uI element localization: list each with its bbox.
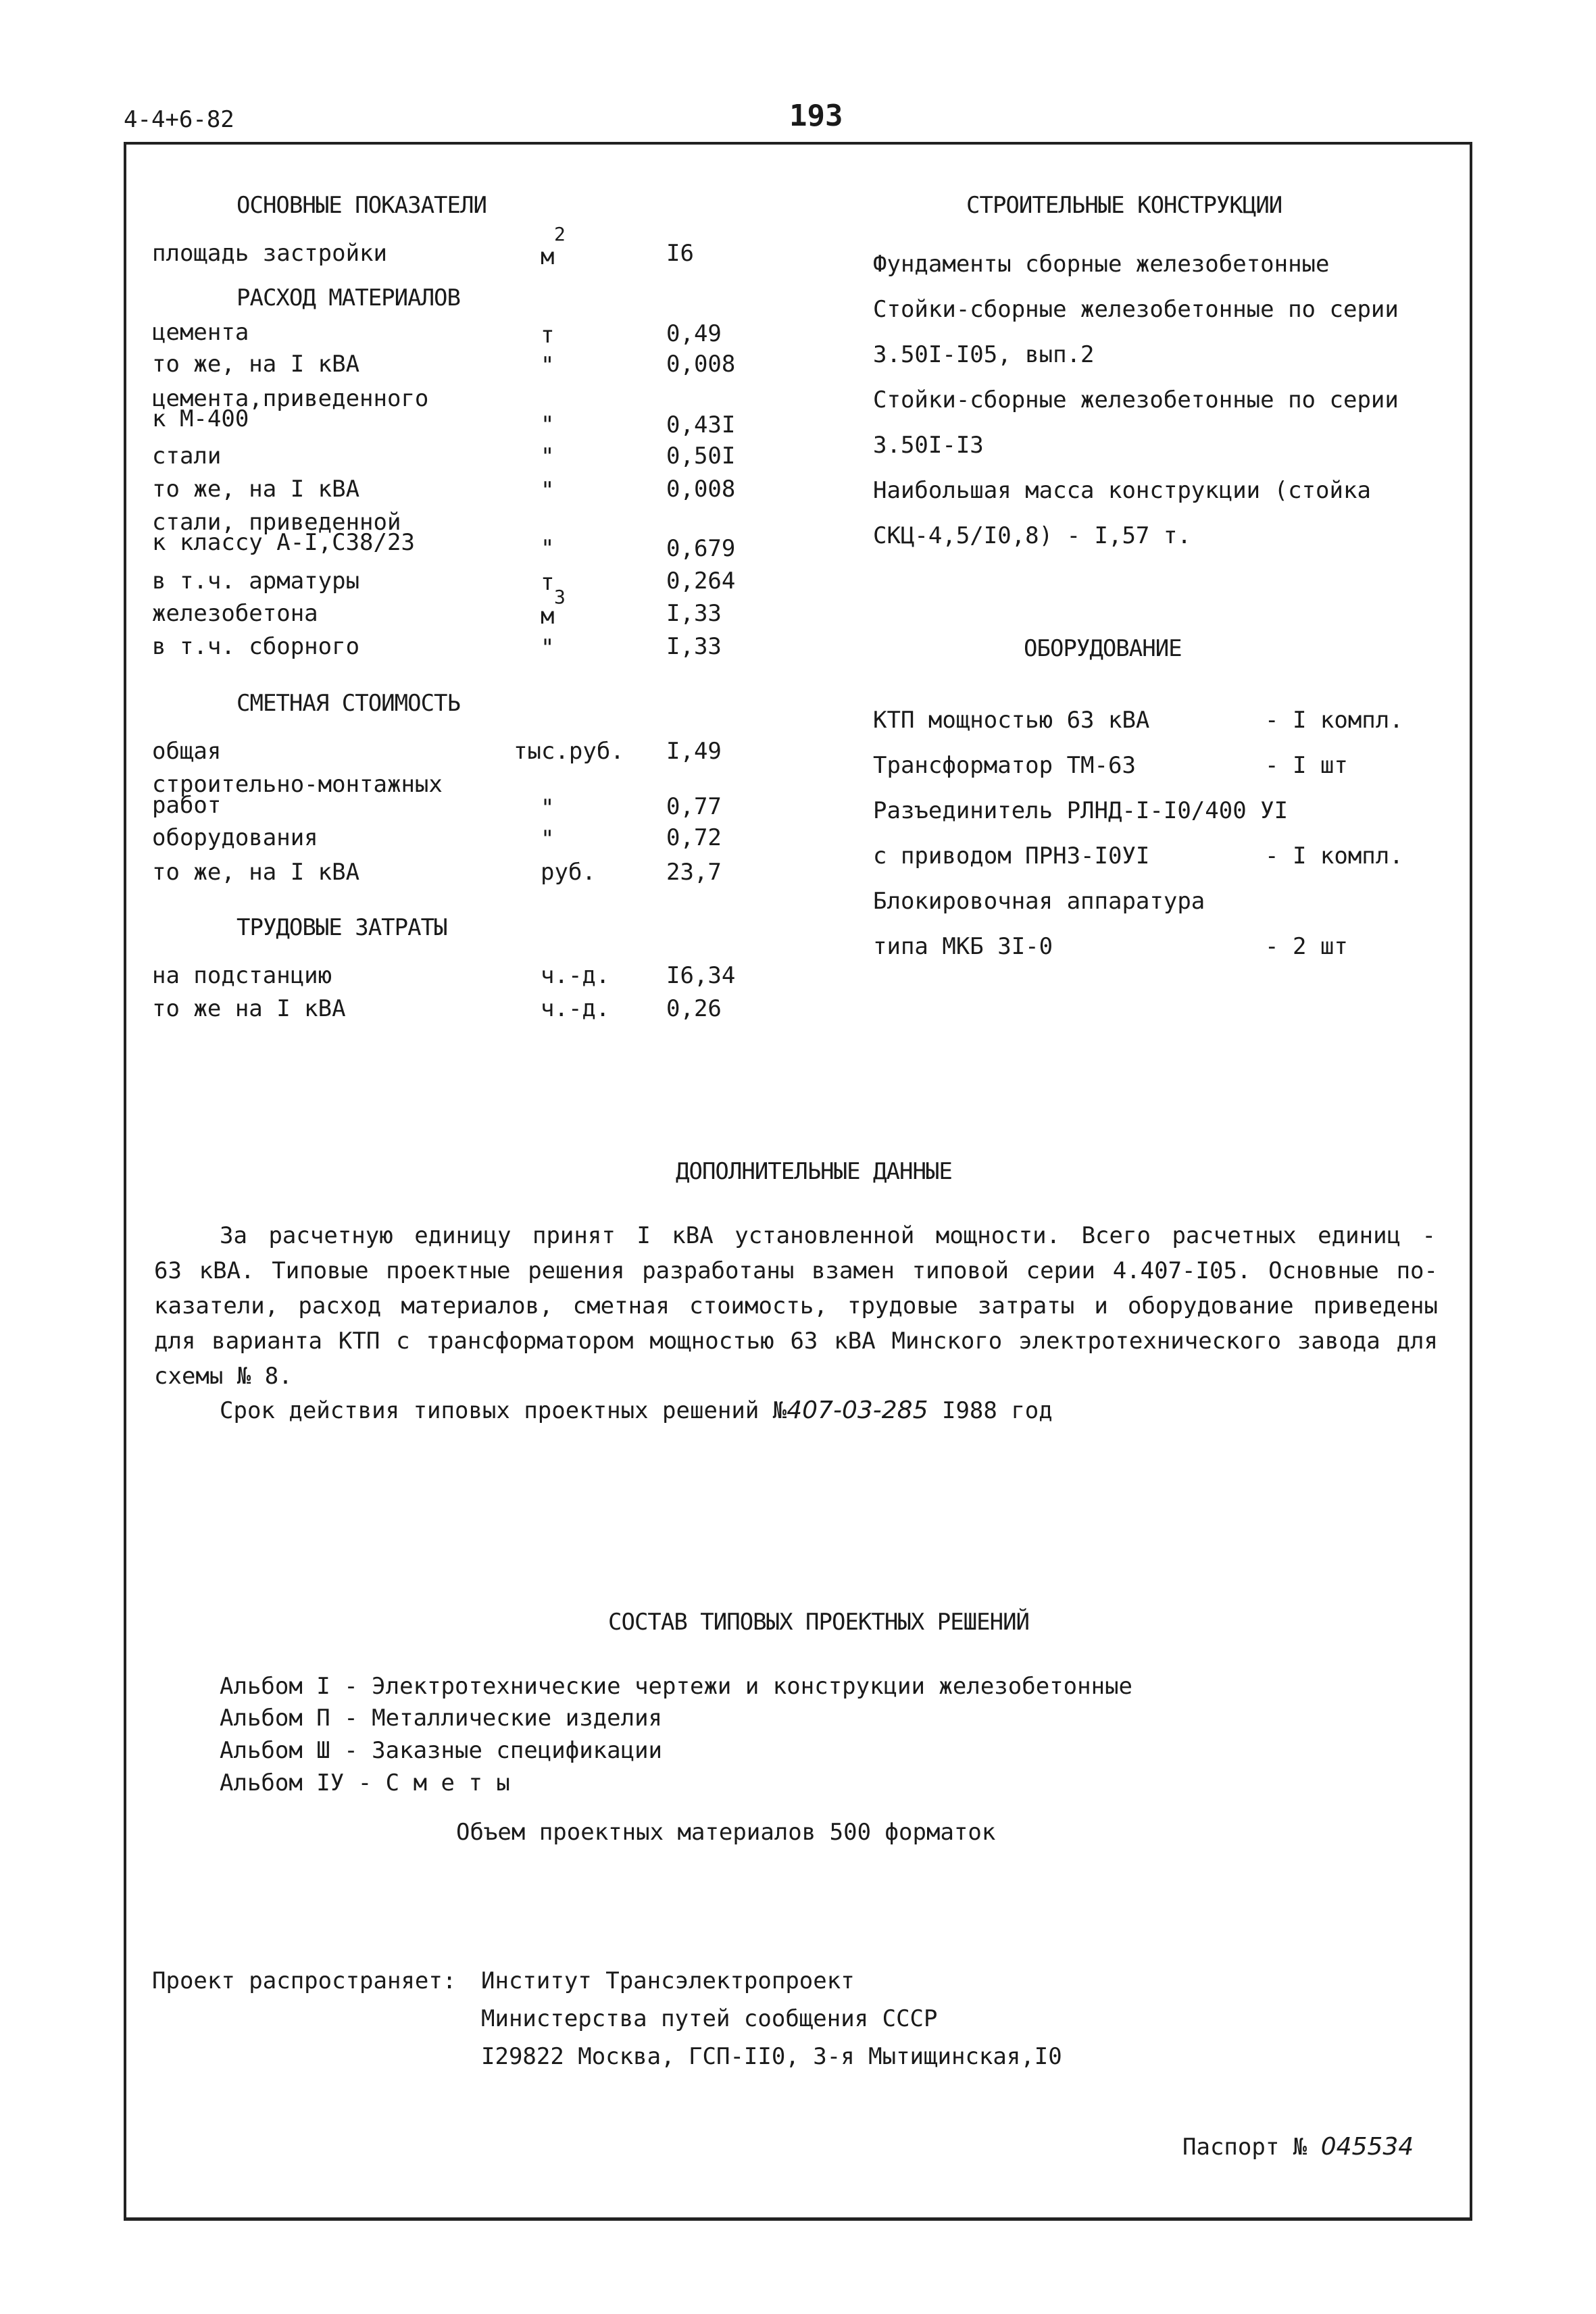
equip-name: Блокировочная аппаратура bbox=[873, 888, 1205, 915]
labor-value: I6,34 bbox=[666, 962, 736, 989]
constr-line: Стойки-сборные железобетонные по серии bbox=[873, 296, 1399, 323]
album-item: Альбом IУ - С м е т ы bbox=[220, 1769, 510, 1796]
material-unit: " bbox=[541, 443, 555, 470]
distributor-line: Министерства путей сообщения СССР bbox=[481, 2005, 938, 2032]
validity-number: 407-03-285 bbox=[787, 1397, 928, 1424]
material-unit: " bbox=[541, 634, 555, 661]
constructions-title: СТРОИТЕЛЬНЫЕ КОНСТРУКЦИИ bbox=[966, 192, 1282, 219]
labor-value: 0,26 bbox=[666, 995, 722, 1022]
material-label-line2: к классу А-I,С38/23 bbox=[152, 529, 415, 556]
material-value: 0,679 bbox=[666, 535, 736, 562]
material-label: стали, приведенной bbox=[152, 509, 401, 536]
material-label: цемента,приведенного bbox=[152, 385, 429, 412]
page-number: 193 bbox=[789, 99, 843, 133]
material-label: стали bbox=[152, 443, 222, 470]
material-unit: " bbox=[541, 352, 555, 379]
additional-line: схемы № 8. bbox=[154, 1363, 293, 1390]
material-value: 0,43I bbox=[666, 411, 736, 438]
composition-title: СОСТАВ ТИПОВЫХ ПРОЕКТНЫХ РЕШЕНИЙ bbox=[608, 1609, 1030, 1636]
material-value: I,33 bbox=[666, 633, 722, 660]
equip-name: КТП мощностью 63 кВА bbox=[873, 707, 1150, 734]
material-value: 0,50I bbox=[666, 443, 736, 470]
main-indicators-title: ОСНОВНЫЕ ПОКАЗАТЕЛИ bbox=[236, 192, 487, 219]
cost-value: 0,77 bbox=[666, 793, 722, 820]
passport-label: Паспорт № bbox=[1182, 2134, 1307, 2161]
cost-label: общая bbox=[152, 738, 222, 765]
distributor-label: Проект распространяет: bbox=[152, 1967, 457, 1994]
labor-label: то же на I кВА bbox=[152, 995, 346, 1022]
constr-line: 3.50I-I05, вып.2 bbox=[873, 341, 1095, 368]
equip-name: Разъединитель РЛНД-I-I0/400 УI bbox=[873, 797, 1289, 824]
labor-unit: ч.-д. bbox=[541, 995, 610, 1022]
validity-term bbox=[220, 1399, 1053, 1423]
equip-qty: - I компл. bbox=[1265, 707, 1403, 734]
album-item: Альбом Ш - Заказные спецификации bbox=[220, 1737, 663, 1764]
material-value: 0,008 bbox=[666, 351, 736, 378]
cost-unit: руб. bbox=[541, 859, 596, 886]
equip-qty: - I компл. bbox=[1265, 842, 1403, 870]
constr-line: СКЦ-4,5/I0,8) - I,57 т. bbox=[873, 522, 1191, 549]
passport bbox=[1182, 2135, 1414, 2159]
material-label: в т.ч. арматуры bbox=[152, 568, 360, 595]
cost-unit: " bbox=[541, 795, 555, 822]
cost-unit: тыс.руб. bbox=[514, 738, 624, 765]
cost-label: то же, на I кВА bbox=[152, 859, 360, 886]
cost-label-line2: работ bbox=[152, 792, 222, 819]
material-value: 0,49 bbox=[666, 320, 722, 347]
distributor-line: Институт Трансэлектропроект bbox=[481, 1967, 855, 1994]
cost-label: строительно-монтажных bbox=[152, 771, 443, 798]
labor-unit: ч.-д. bbox=[541, 962, 610, 989]
additional-line: За расчетную единицу принят I кВА установленной мощности. Всего расчетных единиц - bbox=[220, 1222, 1436, 1249]
cost-value: I,49 bbox=[666, 738, 722, 765]
equipment-title: ОБОРУДОВАНИЕ bbox=[1024, 635, 1182, 662]
material-unit: " bbox=[541, 477, 555, 504]
material-value: 0,264 bbox=[666, 568, 736, 595]
material-unit-sup: 3 bbox=[554, 586, 566, 608]
distributor-line: I29822 Москва, ГСП-II0, 3-я Мытищинская,I0 bbox=[481, 2043, 1062, 2070]
material-unit: " bbox=[541, 535, 555, 562]
cost-label: оборудования bbox=[152, 824, 318, 851]
labor-title: ТРУДОВЫЕ ЗАТРАТЫ bbox=[236, 914, 447, 941]
additional-title: ДОПОЛНИТЕЛЬНЫЕ ДАННЫЕ bbox=[676, 1158, 952, 1185]
material-label: цемента bbox=[152, 319, 249, 346]
cost-value: 0,72 bbox=[666, 824, 722, 851]
additional-line: казатели, расход материалов, сметная стоимость, трудовые затраты и оборудование приведены bbox=[154, 1292, 1438, 1319]
equip-name: Трансформатор ТМ-63 bbox=[873, 752, 1136, 779]
material-unit: т bbox=[541, 322, 555, 349]
constr-line: Стойки-сборные железобетонные по серии bbox=[873, 386, 1399, 413]
material-label: то же, на I кВА bbox=[152, 351, 360, 378]
material-value: I,33 bbox=[666, 600, 722, 627]
album-item: Альбом П - Металлические изделия bbox=[220, 1705, 663, 1732]
area-unit-sup: 2 bbox=[554, 223, 566, 245]
labor-label: на подстанцию bbox=[152, 962, 332, 989]
constr-line: Наибольшая масса конструкции (стойка bbox=[873, 477, 1371, 504]
materials-title: РАСХОД МАТЕРИАЛОВ bbox=[236, 284, 460, 311]
material-value: 0,008 bbox=[666, 476, 736, 503]
area-label: площадь застройки bbox=[152, 240, 387, 267]
album-item: Альбом I - Электротехнические чертежи и конструкции железобетонные bbox=[220, 1673, 1133, 1700]
document-code: 4-4+6-82 bbox=[124, 106, 234, 133]
passport-number: 045534 bbox=[1320, 2133, 1414, 2161]
material-unit: м bbox=[541, 603, 555, 630]
additional-line: для варианта КТП с трансформатором мощностью 63 кВА Минского электротехнического завода для bbox=[154, 1328, 1438, 1355]
material-label: в т.ч. сборного bbox=[152, 633, 360, 660]
material-label: железобетона bbox=[152, 600, 318, 627]
material-unit: " bbox=[541, 411, 555, 438]
material-label-line2: к М-400 bbox=[152, 405, 249, 432]
cost-title: СМЕТНАЯ СТОИМОСТЬ bbox=[236, 690, 460, 717]
material-unit: т bbox=[541, 569, 555, 596]
area-value: I6 bbox=[666, 240, 694, 267]
cost-value: 23,7 bbox=[666, 859, 722, 886]
additional-line: 63 кВА. Типовые проектные решения разработаны взамен типовой серии 4.407-I05. Основные по- bbox=[154, 1257, 1438, 1284]
area-unit: м bbox=[541, 243, 555, 270]
constr-line: Фундаменты сборные железобетонные bbox=[873, 251, 1330, 278]
validity-prefix: Срок действия типовых проектных решений № bbox=[220, 1397, 787, 1424]
material-label: то же, на I кВА bbox=[152, 476, 360, 503]
equip-qty: - 2 шт bbox=[1265, 933, 1348, 960]
equip-qty: - I шт bbox=[1265, 752, 1348, 779]
constr-line: 3.50I-I3 bbox=[873, 432, 984, 459]
volume-note: Объем проектных материалов 500 форматок bbox=[456, 1819, 996, 1846]
validity-suffix: I988 год bbox=[941, 1397, 1053, 1424]
cost-unit: " bbox=[541, 826, 555, 853]
equip-name: с приводом ПРНЗ-I0УI bbox=[873, 842, 1150, 870]
equip-name: типа МКБ 3I-0 bbox=[873, 933, 1053, 960]
